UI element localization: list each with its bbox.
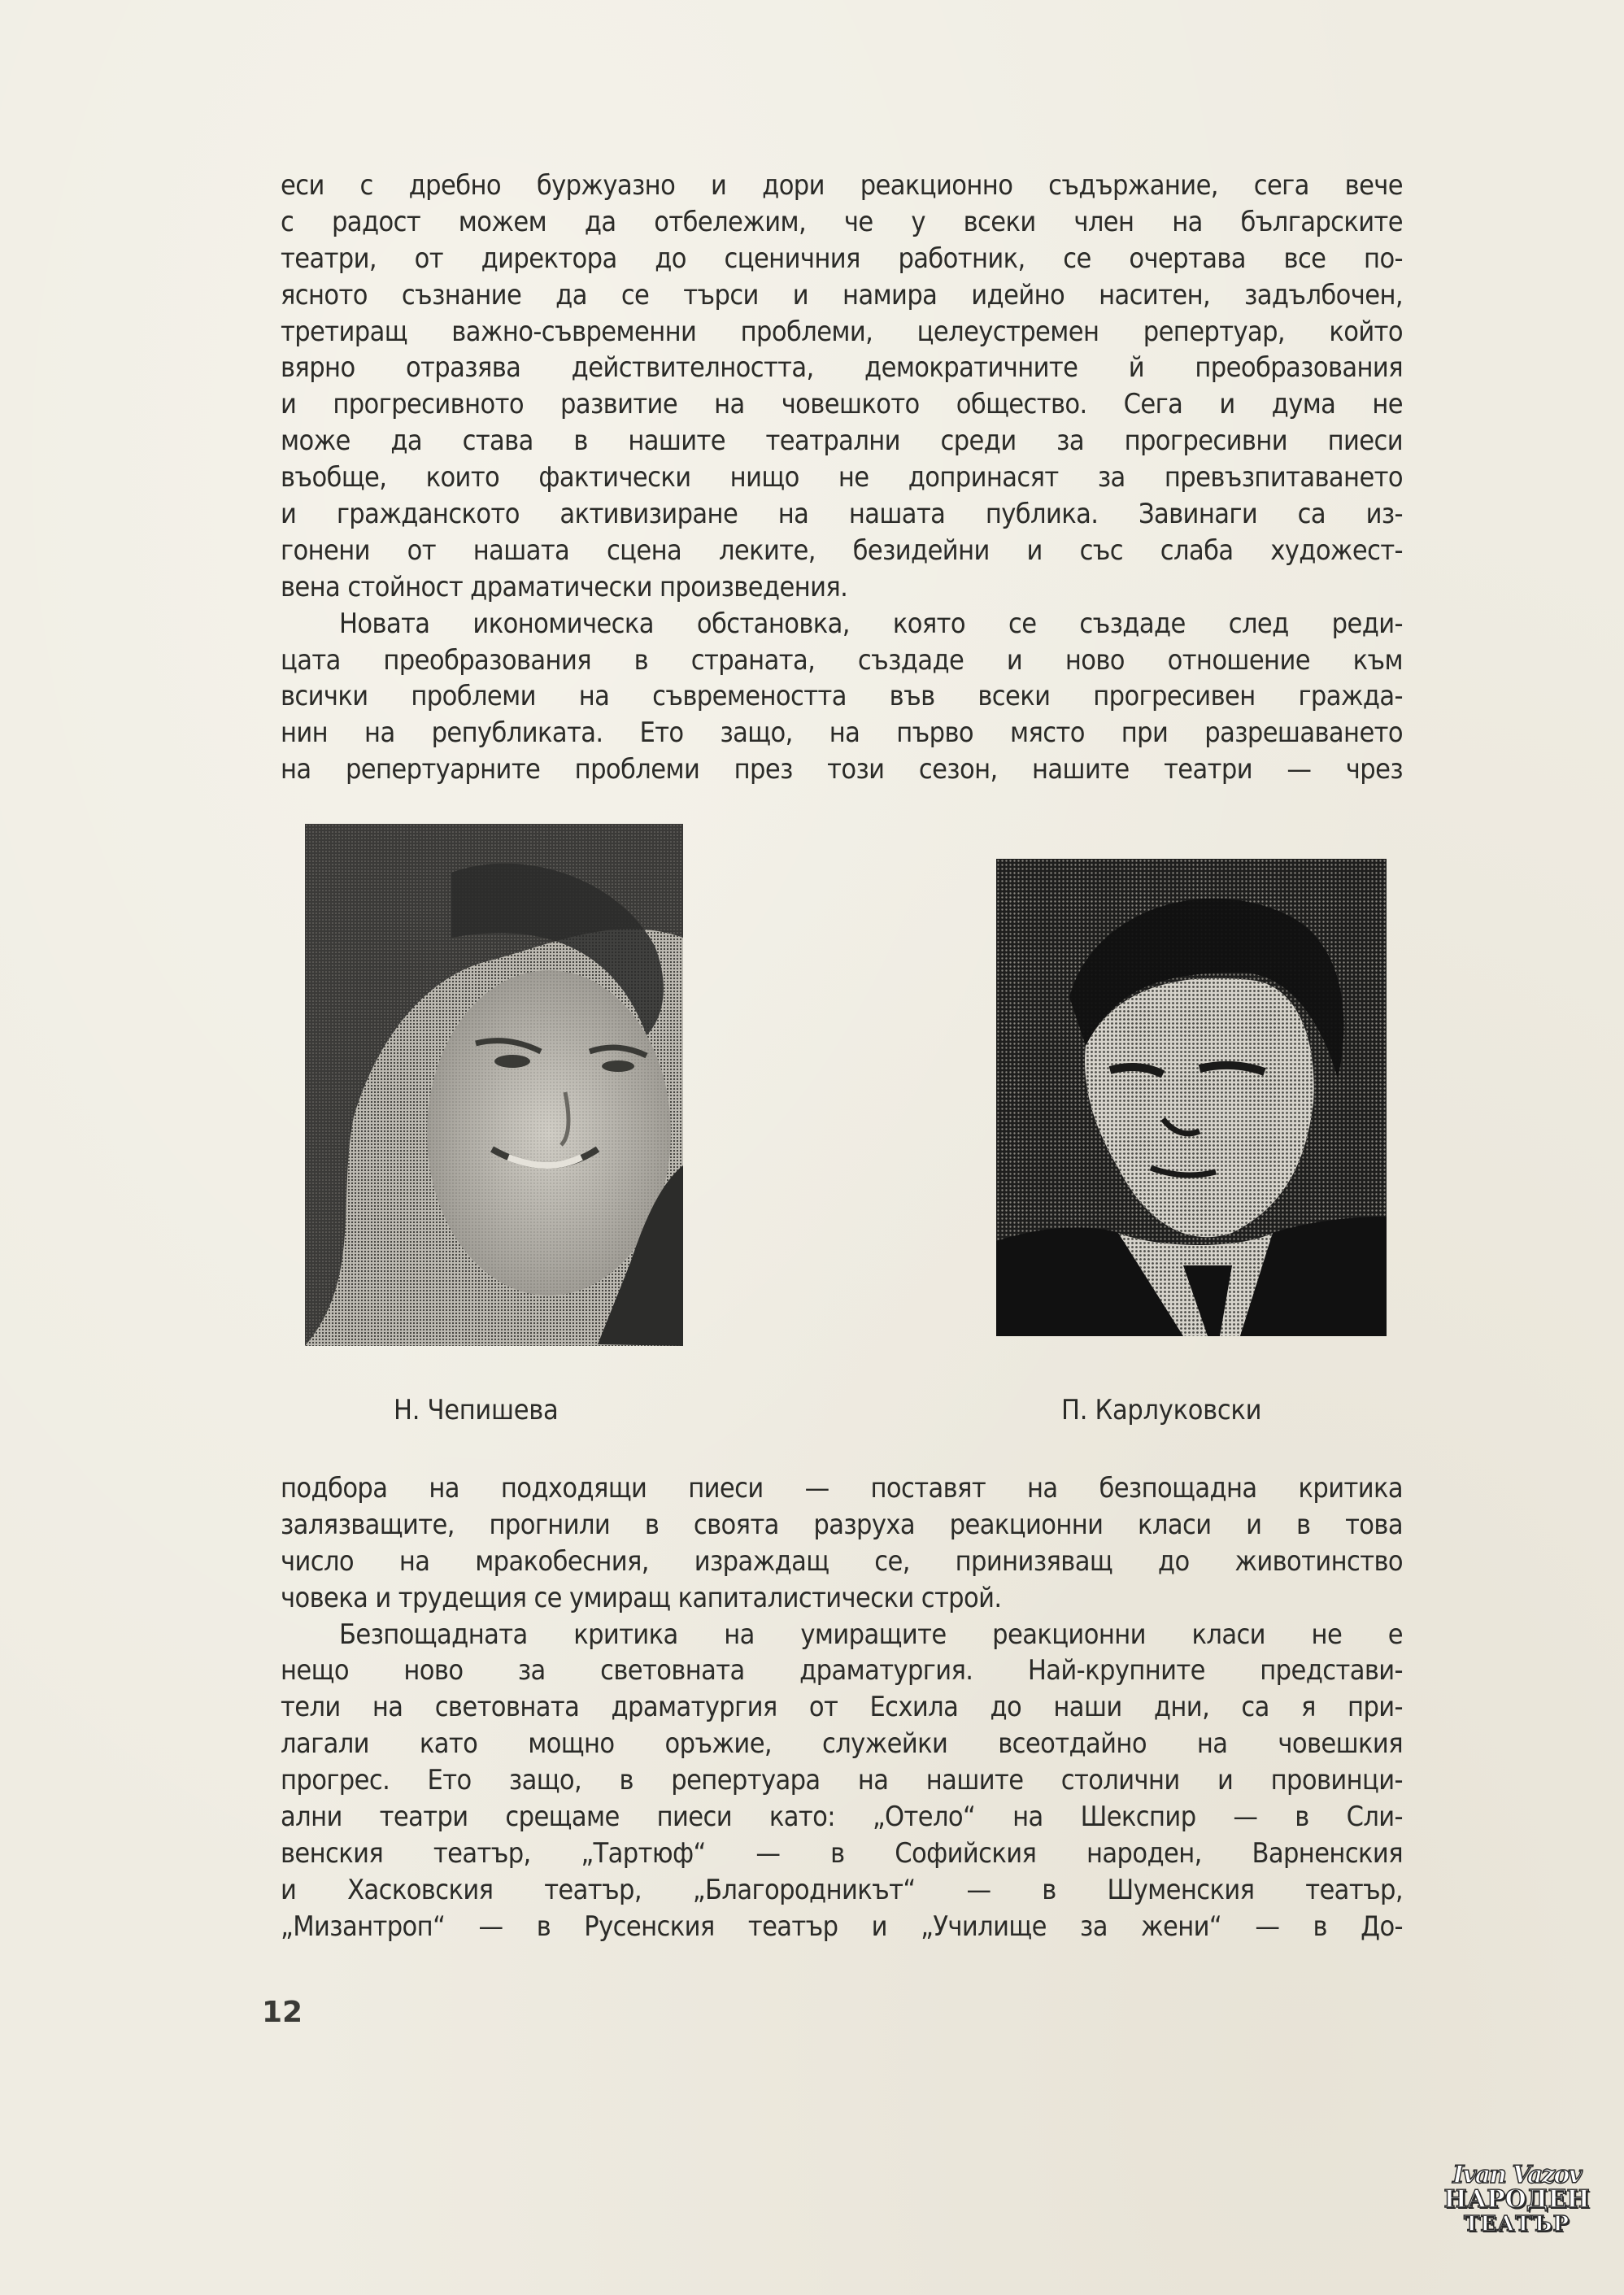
text-line: залязващите, прогнили в своята разруха реакционни класи и в това: [281, 1508, 1403, 1541]
logo-line-1: НАРОДЕН: [1443, 2185, 1590, 2214]
paragraph-start-line: Новата икономическа обстановка, която се създаде след реди-: [339, 607, 1403, 640]
paragraph-start-line: Безпощадната критика на умиращите реакционни класи не е: [339, 1618, 1403, 1651]
text-line: ясното съзнание да се търси и намира идейно наситен, задълбочен,: [281, 278, 1403, 311]
text-line: цата преобразования в страната, създаде и ново отношение към: [281, 643, 1403, 677]
text-line: с радост можем да отбележим, че у всеки член на българските: [281, 205, 1403, 238]
text-line: всички проблеми на съвремеността във всеки прогресивен гражда-: [281, 680, 1403, 713]
text-line: лагали като мощно оръжие, служейки всеотдайно на човешкия: [281, 1727, 1403, 1761]
article-text-bottom: [281, 1470, 1403, 1945]
text-line: вена стойност драматически произведения.: [281, 570, 848, 603]
page-number: 12: [262, 1996, 303, 2029]
text-line: и Хасковския театър, „Благородникът“ — в Шуменския театър,: [281, 1873, 1403, 1906]
text-line: еси с дребно буржуазно и дори реакционно съдържание, сега вече: [281, 169, 1403, 202]
portrait-woman-image: [305, 824, 683, 1346]
text-line: тели на световната драматургия от Есхила до наши дни, са я при-: [281, 1691, 1403, 1724]
text-line: и прогресивното развитие на човешкото общество. Сега и дума не: [281, 388, 1403, 421]
text-line: човека и трудещия се умиращ капиталистически строй.: [281, 1581, 1002, 1614]
portrait-photo-chepisheva: [305, 824, 683, 1346]
text-line: нещо ново за световната драматургия. Най-крупните представи-: [281, 1654, 1403, 1688]
portrait-man-image: [996, 859, 1387, 1336]
text-line: на репертуарните проблеми през този сезон, нашите театри — чрез: [281, 753, 1403, 786]
photo-caption-left: Н. Чепишева: [394, 1394, 559, 1426]
text-line: може да става в нашите театрални среди за прогресивни пиеси: [281, 425, 1403, 458]
article-text-top: [281, 168, 1403, 788]
text-line: „Мизантроп“ — в Русенския театър и „Училище за жени“ — в До-: [281, 1910, 1403, 1943]
text-line: въобще, които фактически нищо не допринасят за превъзпитаването: [281, 461, 1403, 494]
portrait-photo-karlukovski: [996, 859, 1387, 1336]
logo-signature: Ivan Vazov: [1452, 2161, 1581, 2189]
text-line: третиращ важно-съвременни проблеми, целеустремен репертуар, който: [281, 315, 1403, 348]
photo-caption-right: П. Карлуковски: [1061, 1394, 1262, 1426]
text-line: венския театър, „Тартюф“ — в Софийския народен, Варненския: [281, 1836, 1403, 1870]
text-line: ални театри срещаме пиеси като: „Отело“ на Шекспир — в Сли-: [281, 1801, 1403, 1834]
text-line: число на мракобесния, израждащ се, принизяващ до животинство: [281, 1544, 1403, 1578]
logo-line-2: ТЕАТЪР: [1463, 2212, 1570, 2236]
text-line: театри, от директора до сценичния работник, се очертава все по-: [281, 242, 1403, 275]
text-line: и гражданското активизиране на нашата публика. Завинаги са из-: [281, 498, 1403, 531]
national-theatre-logo: [1439, 2163, 1594, 2253]
text-line: нин на републиката. Ето защо, на първо място при разрешаването: [281, 716, 1403, 750]
text-line: подбора на подходящи пиеси — поставят на безпощадна критика: [281, 1472, 1403, 1505]
text-line: вярно отразява действителността, демократичните й преобразования: [281, 351, 1403, 385]
text-line: прогрес. Ето защо, в репертуара на нашите столични и провинци-: [281, 1764, 1403, 1797]
text-line: гонени от нашата сцена леките, безидейни и със слаба художест-: [281, 533, 1403, 567]
